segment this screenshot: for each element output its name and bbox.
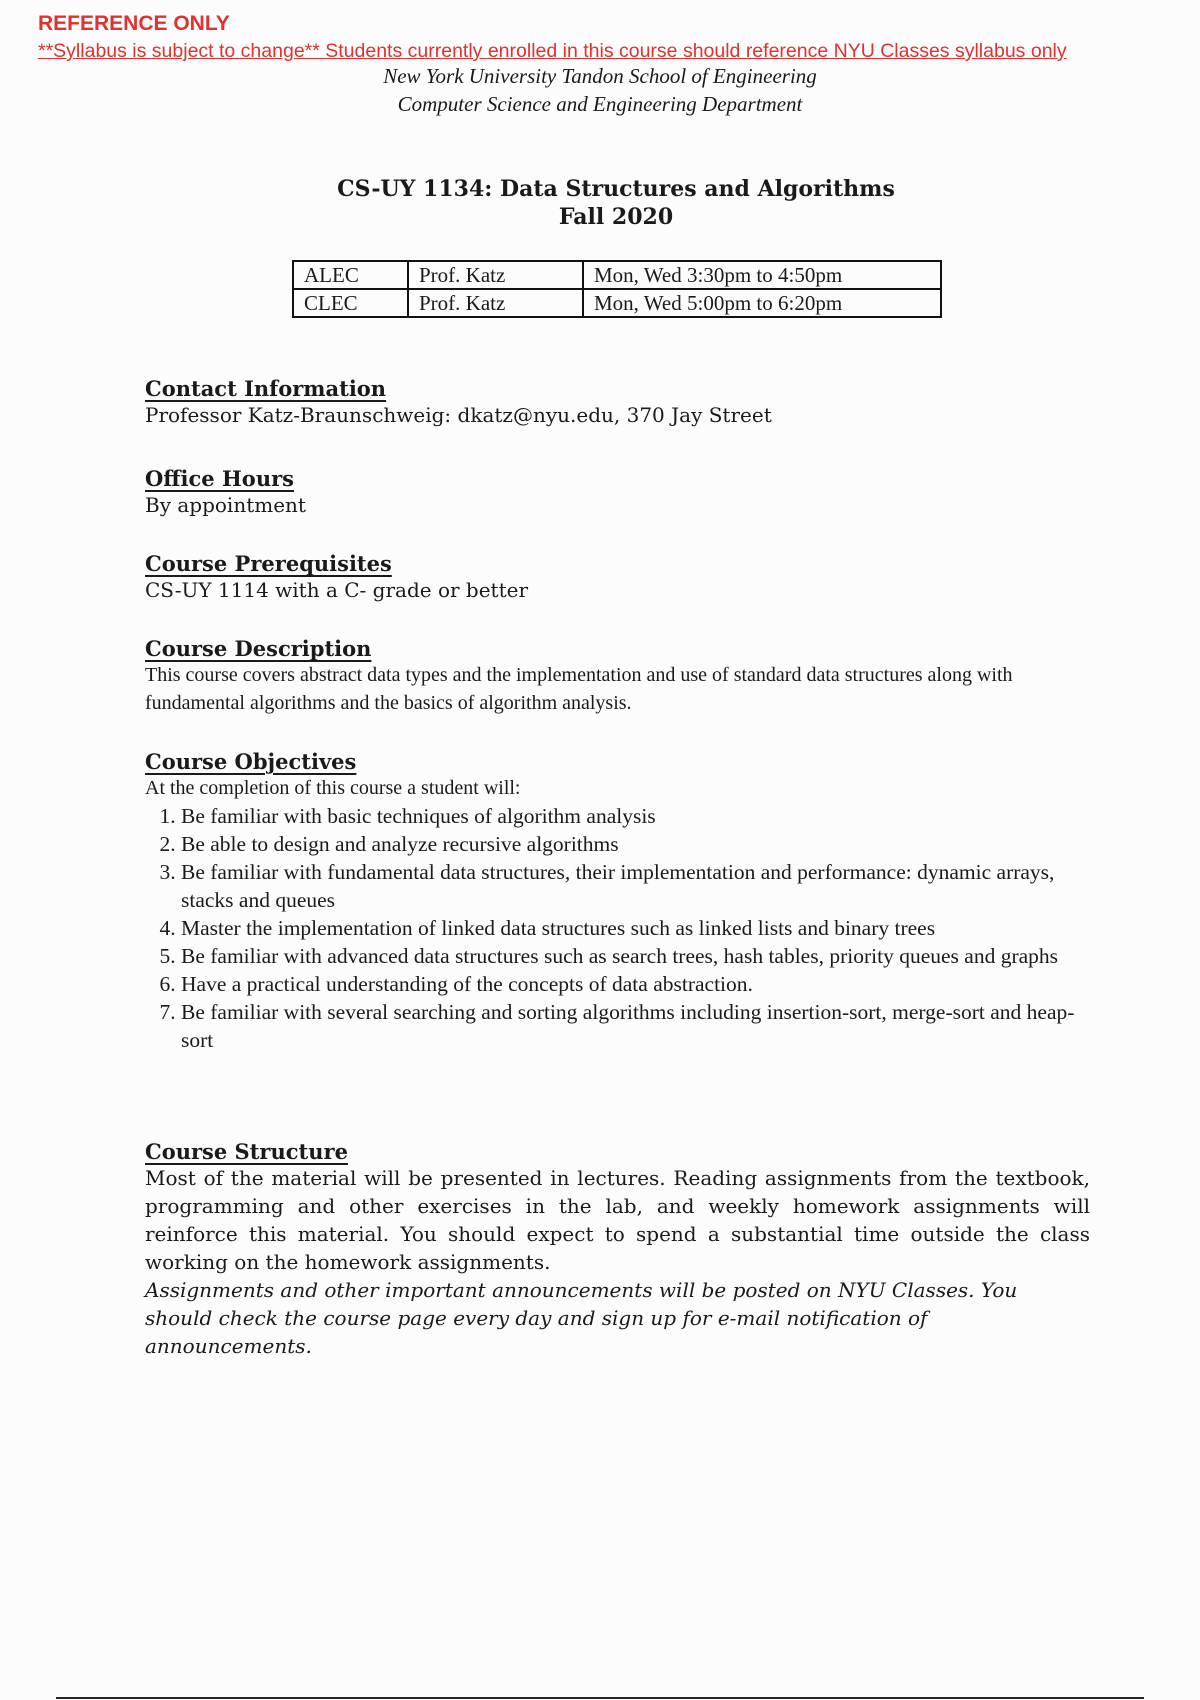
syllabus-change-notice: **Syllabus is subject to change** Students currently enrolled in this course should reference NYU Classes syllabus only xyxy=(38,40,1067,62)
department-name: Computer Science and Engineering Department xyxy=(397,92,803,116)
description-section xyxy=(145,636,1090,717)
list-item: 4. Master the implementation of linked data structures such as linked lists and binary trees xyxy=(181,914,1090,942)
footer-divider xyxy=(56,1697,1144,1699)
structure-note: Assignments and other important announcements will be posted on NYU Classes. You should check the course page every day and sign up for e-mail notification of announcements. xyxy=(145,1278,1018,1358)
course-title: CS-UY 1134: Data Structures and Algorithms xyxy=(337,176,895,202)
prerequisites-section xyxy=(145,551,1090,604)
section-time: Mon, Wed 5:00pm to 6:20pm xyxy=(583,289,941,317)
table-row xyxy=(293,261,941,289)
course-term: Fall 2020 xyxy=(558,204,674,230)
list-item: 1. Be familiar with basic techniques of algorithm analysis xyxy=(181,802,1090,830)
office-hours-section xyxy=(145,466,1090,519)
list-item: 3. Be familiar with fundamental data structures, their implementation and performance: dynamic arrays, stacks and queues xyxy=(181,858,1090,914)
description-heading: Course Description xyxy=(145,636,372,661)
list-item: 5. Be familiar with advanced data structures such as search trees, hash tables, priority queues and graphs xyxy=(181,942,1090,970)
section-table xyxy=(292,260,942,318)
section-time: Mon, Wed 3:30pm to 4:50pm xyxy=(583,261,941,289)
objectives-list xyxy=(145,802,1090,1054)
contact-heading: Contact Information xyxy=(145,376,387,401)
contact-section xyxy=(145,376,1090,429)
contact-text: Professor Katz-Braunschweig: dkatz@nyu.edu, 370 Jay Street xyxy=(145,403,772,427)
objectives-intro: At the completion of this course a student will: xyxy=(145,777,521,799)
objectives-section xyxy=(145,749,1090,1054)
structure-section xyxy=(145,1139,1090,1360)
office-hours-text: By appointment xyxy=(145,493,306,517)
section-instructor: Prof. Katz xyxy=(408,289,583,317)
objectives-heading: Course Objectives xyxy=(145,749,357,774)
prerequisites-text: CS-UY 1114 with a C- grade or better xyxy=(145,578,529,602)
school-name: New York University Tandon School of Engineering xyxy=(383,64,817,88)
description-text: This course covers abstract data types and the implementation and use of standard data structures along with fundamental algorithms and the basics of algorithm analysis. xyxy=(145,664,1013,714)
section-code: ALEC xyxy=(293,261,408,289)
office-hours-heading: Office Hours xyxy=(145,466,294,491)
section-instructor: Prof. Katz xyxy=(408,261,583,289)
list-item: 2. Be able to design and analyze recursive algorithms xyxy=(181,830,1090,858)
list-item: 7. Be familiar with several searching and sorting algorithms including insertion-sort, merge-sort and heap-sort xyxy=(181,998,1090,1054)
table-row xyxy=(293,289,941,317)
section-code: CLEC xyxy=(293,289,408,317)
structure-heading: Course Structure xyxy=(145,1139,348,1164)
reference-only-banner: REFERENCE ONLY xyxy=(38,12,230,35)
list-item: 6. Have a practical understanding of the concepts of data abstraction. xyxy=(181,970,1090,998)
prerequisites-heading: Course Prerequisites xyxy=(145,551,392,576)
structure-text: Most of the material will be presented in lectures. Reading assignments from the textbook, programming and other exercises in the lab, and weekly homework assignments will reinforce this material. You should expect to spend a substantial time outside the class working on the homework assignments. xyxy=(145,1166,1090,1274)
